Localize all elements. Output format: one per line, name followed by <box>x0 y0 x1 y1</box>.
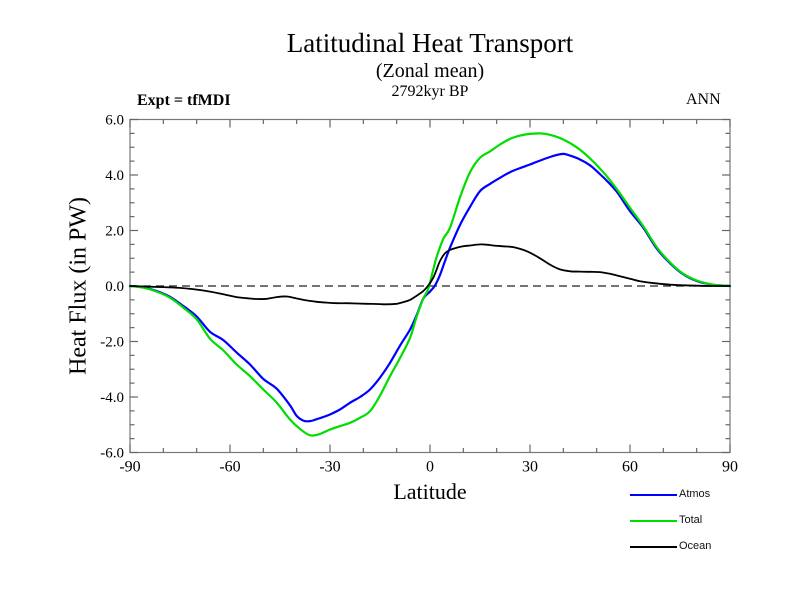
legend-item-total <box>630 513 711 528</box>
experiment-label: Expt = tfMDI <box>137 92 231 109</box>
chart-legend <box>630 487 711 565</box>
y-tick-label: 0.0 <box>105 279 124 295</box>
y-tick-label: 2.0 <box>105 223 124 240</box>
x-axis-title: Latitude <box>393 479 467 504</box>
x-tick-label: -30 <box>319 458 341 476</box>
x-tick-label: 0 <box>426 458 434 476</box>
chart-date-label: 2792kyr BP <box>391 83 469 100</box>
legend-label-atmos: Atmos <box>679 488 711 500</box>
atmos-line-swatch <box>630 494 677 496</box>
y-tick-label: -4.0 <box>100 390 124 406</box>
x-tick-label: 90 <box>722 458 738 476</box>
series-line-ocean <box>130 244 730 304</box>
series-line-atmos <box>130 154 730 421</box>
legend-item-ocean <box>630 539 711 554</box>
chart-subtitle: (Zonal mean) <box>375 60 485 82</box>
legend-label-ocean: Ocean <box>679 540 712 552</box>
x-tick-label: 60 <box>622 458 638 476</box>
y-tick-label: -6.0 <box>100 445 124 462</box>
x-tick-label: -60 <box>219 458 241 476</box>
y-axis-title: Heat Flux (in PW) <box>65 197 92 375</box>
legend-item-atmos <box>630 487 711 502</box>
chart-title: Latitudinal Heat Transport <box>286 28 574 58</box>
total-line-swatch <box>630 520 677 522</box>
x-tick-label: -90 <box>119 458 141 476</box>
y-tick-label: 4.0 <box>105 168 124 184</box>
y-tick-label: -2.0 <box>100 334 124 351</box>
ocean-line-swatch <box>630 546 677 548</box>
y-tick-label: 6.0 <box>105 112 124 129</box>
season-label: ANN <box>686 91 721 108</box>
x-tick-label: 30 <box>522 458 538 476</box>
legend-label-total: Total <box>679 514 703 526</box>
